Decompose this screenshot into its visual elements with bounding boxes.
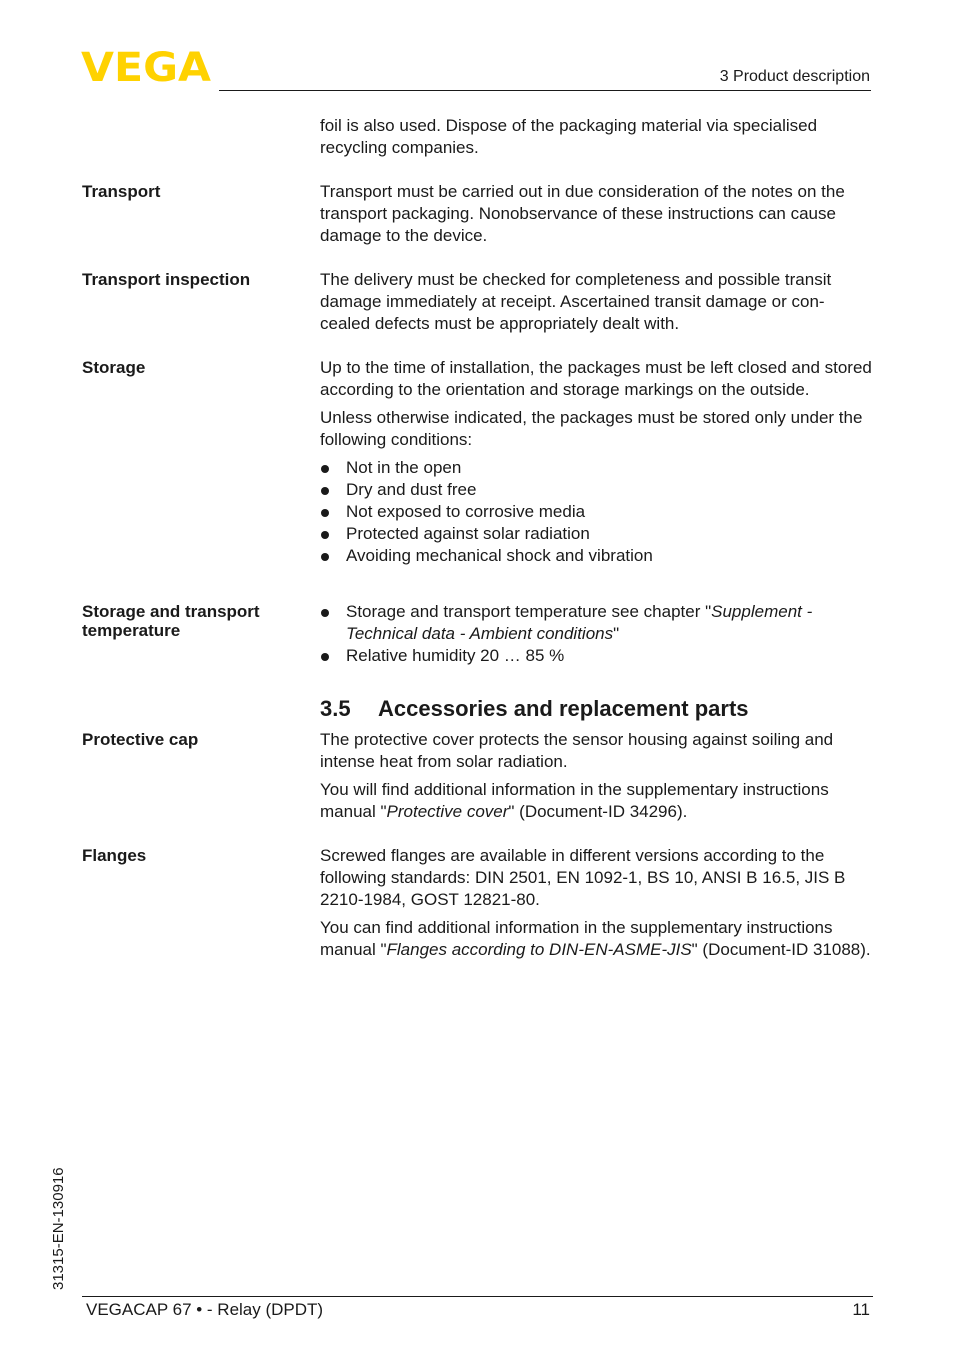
list-item: Relative humidity 20 … 85 % — [320, 645, 873, 667]
transport-label: Transport — [82, 182, 161, 201]
footer-page-number: 11 — [852, 1300, 870, 1319]
list-item: Protected against solar radiation — [320, 523, 873, 545]
section-title: Accessories and replacement parts — [378, 696, 749, 721]
protective-cap-text — [320, 729, 873, 823]
protective-cap-paragraph-2: You will find additional information in the supplementary instructions manual "Protective cover" (Document-ID 34296). — [320, 780, 829, 821]
section-number: 3.5 — [320, 696, 351, 721]
storage-temperature-text — [320, 601, 873, 667]
protective-cap-paragraph-1: The protective cover protects the sensor housing against soiling and intense heat from solar radiation. — [320, 730, 834, 771]
bullet-icon — [321, 509, 329, 517]
storage-temperature-label: Storage and transport temperature — [82, 602, 260, 640]
flanges-paragraph-1: Screwed flanges are available in different versions according to the following standards: DIN 2501, EN 1092-1, BS 10, ANSI B 16.5, JIS B 2210-1984, GOST 12821-80. — [320, 846, 846, 909]
list-item: Storage and transport temperature see chapter "Supplement - Technical data - Ambient conditions" — [320, 601, 873, 645]
storage-temperature-list — [320, 601, 873, 667]
intro-paragraph: foil is also used. Dispose of the packaging material via specialised recycling companies. — [320, 116, 818, 157]
transport-text — [320, 181, 873, 247]
bullet-icon — [321, 465, 329, 473]
storage-label: Storage — [82, 358, 146, 377]
list-item: Avoiding mechanical shock and vibration — [320, 545, 873, 567]
header-section-title: 3 Product description — [719, 68, 870, 85]
list-item: Dry and dust free — [320, 479, 873, 501]
bullet-icon — [321, 531, 329, 539]
document-id: 31315-EN-130916 — [50, 1167, 67, 1290]
bullet-icon — [321, 653, 329, 661]
bullet-icon — [321, 553, 329, 561]
flanges-paragraph-2: You can find additional information in the supplementary instructions manual "Flanges according to DIN-EN-ASME-JIS" (Document-ID 31088). — [320, 918, 871, 959]
transport-inspection-text — [320, 269, 873, 335]
header-divider — [219, 90, 871, 91]
flanges-text — [320, 845, 873, 961]
storage-paragraph-1: Up to the time of installation, the packages must be left closed and stored according to the orientation and storage markings on the outside. — [320, 358, 872, 399]
section-heading — [320, 696, 749, 722]
storage-paragraph-2: Unless otherwise indicated, the packages must be stored only under the following conditions: — [320, 408, 863, 449]
flanges-label: Flanges — [82, 846, 147, 865]
bullet-icon — [321, 487, 329, 495]
footer-product: VEGACAP 67 • - Relay (DPDT) — [86, 1300, 324, 1319]
list-item: Not exposed to corrosive media — [320, 501, 873, 523]
vega-logo — [81, 50, 211, 83]
svg-text:VEGA: VEGA — [81, 50, 211, 83]
protective-cap-label: Protective cap — [82, 730, 199, 749]
transport-paragraph: Transport must be carried out in due consideration of the notes on the transport packaging. Nonobservance of these instructions can cause damage to the device. — [320, 182, 845, 245]
footer-divider — [82, 1296, 873, 1297]
transport-inspection-label: Transport inspection — [82, 270, 251, 289]
bullet-icon — [321, 609, 329, 617]
intro-text — [320, 115, 873, 159]
storage-text — [320, 357, 873, 567]
storage-conditions-list — [320, 457, 873, 567]
transport-inspection-paragraph: The delivery must be checked for completeness and possible transit damage immediately at receipt. Ascertained transit damage or con-cealed defects must be appropriately dealt with. — [320, 270, 832, 333]
list-item: Not in the open — [320, 457, 873, 479]
